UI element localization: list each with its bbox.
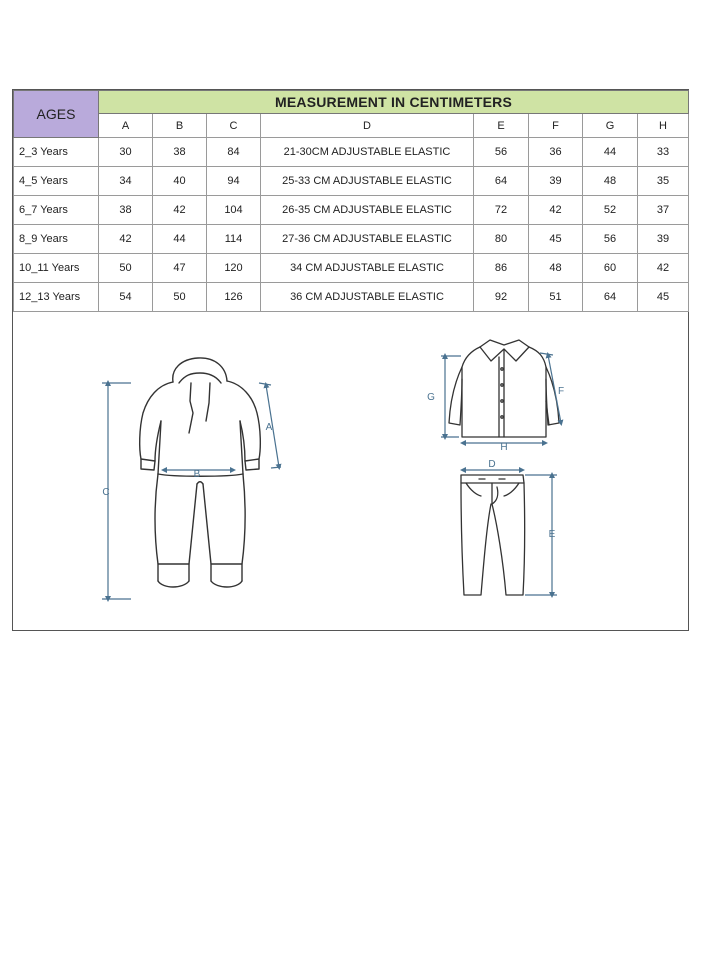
dimension-c-label: C [102, 487, 110, 498]
column-header-d: D [261, 114, 474, 138]
measurement-cell-d: 34 CM ADJUSTABLE ELASTIC [261, 254, 474, 283]
measurement-cell-c: 84 [207, 138, 261, 167]
measurement-cell-a: 38 [99, 196, 153, 225]
measurement-cell-g: 64 [583, 283, 638, 312]
column-header-c: C [207, 114, 261, 138]
garment-illustration [13, 309, 688, 630]
age-cell: 6_7 Years [14, 196, 99, 225]
column-header-f: F [529, 114, 583, 138]
age-cell: 8_9 Years [14, 225, 99, 254]
ages-header: AGES [14, 91, 99, 138]
dimension-h-label: H [500, 442, 508, 453]
measurement-cell-g: 52 [583, 196, 638, 225]
measurement-cell-d: 26-35 CM ADJUSTABLE ELASTIC [261, 196, 474, 225]
measurement-cell-b: 47 [153, 254, 207, 283]
size-chart [12, 89, 689, 631]
shirt-dimensions [441, 353, 561, 443]
measurement-cell-g: 48 [583, 167, 638, 196]
measurement-cell-b: 42 [153, 196, 207, 225]
dimension-b-label: B [193, 469, 201, 480]
measurement-cell-c: 120 [207, 254, 261, 283]
table-row [14, 138, 689, 167]
measurement-cell-h: 37 [638, 196, 689, 225]
table-row [14, 196, 689, 225]
pants-dimensions [463, 470, 557, 595]
dimension-g-label: G [427, 392, 435, 403]
measurement-diagram [13, 309, 688, 630]
table-row [14, 254, 689, 283]
age-cell: 12_13 Years [14, 283, 99, 312]
shirt-drawing [449, 340, 559, 437]
measurement-cell-h: 42 [638, 254, 689, 283]
measurement-cell-f: 36 [529, 138, 583, 167]
measurement-cell-e: 92 [474, 283, 529, 312]
measurement-cell-d: 27-36 CM ADJUSTABLE ELASTIC [261, 225, 474, 254]
dimension-f-label: F [557, 386, 565, 397]
measurement-cell-f: 48 [529, 254, 583, 283]
measurement-cell-f: 42 [529, 196, 583, 225]
age-cell: 10_11 Years [14, 254, 99, 283]
measurement-cell-g: 44 [583, 138, 638, 167]
measurement-cell-c: 126 [207, 283, 261, 312]
measurement-cell-e: 72 [474, 196, 529, 225]
measurement-cell-e: 56 [474, 138, 529, 167]
measurement-cell-g: 60 [583, 254, 638, 283]
measurement-cell-b: 44 [153, 225, 207, 254]
measurement-cell-d: 36 CM ADJUSTABLE ELASTIC [261, 283, 474, 312]
measurement-cell-d: 21-30CM ADJUSTABLE ELASTIC [261, 138, 474, 167]
measurement-cell-d: 25-33 CM ADJUSTABLE ELASTIC [261, 167, 474, 196]
age-cell: 4_5 Years [14, 167, 99, 196]
measurement-cell-g: 56 [583, 225, 638, 254]
table-row [14, 167, 689, 196]
table-row [14, 283, 689, 312]
measurement-cell-b: 50 [153, 283, 207, 312]
measurement-header: MEASUREMENT IN CENTIMETERS [99, 91, 689, 114]
measurement-cell-e: 64 [474, 167, 529, 196]
dimension-a-label: A [265, 422, 273, 433]
age-cell: 2_3 Years [14, 138, 99, 167]
measurement-cell-a: 42 [99, 225, 153, 254]
measurement-cell-b: 40 [153, 167, 207, 196]
column-header-b: B [153, 114, 207, 138]
measurement-cell-a: 54 [99, 283, 153, 312]
column-header-e: E [474, 114, 529, 138]
measurement-cell-h: 39 [638, 225, 689, 254]
measurement-cell-f: 51 [529, 283, 583, 312]
measurement-cell-h: 35 [638, 167, 689, 196]
measurement-cell-c: 104 [207, 196, 261, 225]
measurement-cell-f: 45 [529, 225, 583, 254]
jumpsuit-dimensions [102, 383, 281, 599]
measurement-cell-a: 34 [99, 167, 153, 196]
measurement-cell-e: 86 [474, 254, 529, 283]
measurement-cell-f: 39 [529, 167, 583, 196]
column-header-a: A [99, 114, 153, 138]
measurement-cell-c: 114 [207, 225, 261, 254]
measurement-cell-a: 50 [99, 254, 153, 283]
measurement-cell-h: 33 [638, 138, 689, 167]
measurement-cell-c: 94 [207, 167, 261, 196]
measurement-cell-b: 38 [153, 138, 207, 167]
pants-drawing [461, 475, 525, 595]
measurement-cell-a: 30 [99, 138, 153, 167]
table-row [14, 225, 689, 254]
measurement-cell-e: 80 [474, 225, 529, 254]
column-header-row [14, 114, 689, 138]
size-rows [14, 138, 689, 312]
column-header-h: H [638, 114, 689, 138]
size-table [13, 90, 689, 312]
dimension-e-label: E [548, 529, 556, 540]
dimension-d-label: D [488, 459, 496, 470]
column-header-g: G [583, 114, 638, 138]
measurement-cell-h: 45 [638, 283, 689, 312]
